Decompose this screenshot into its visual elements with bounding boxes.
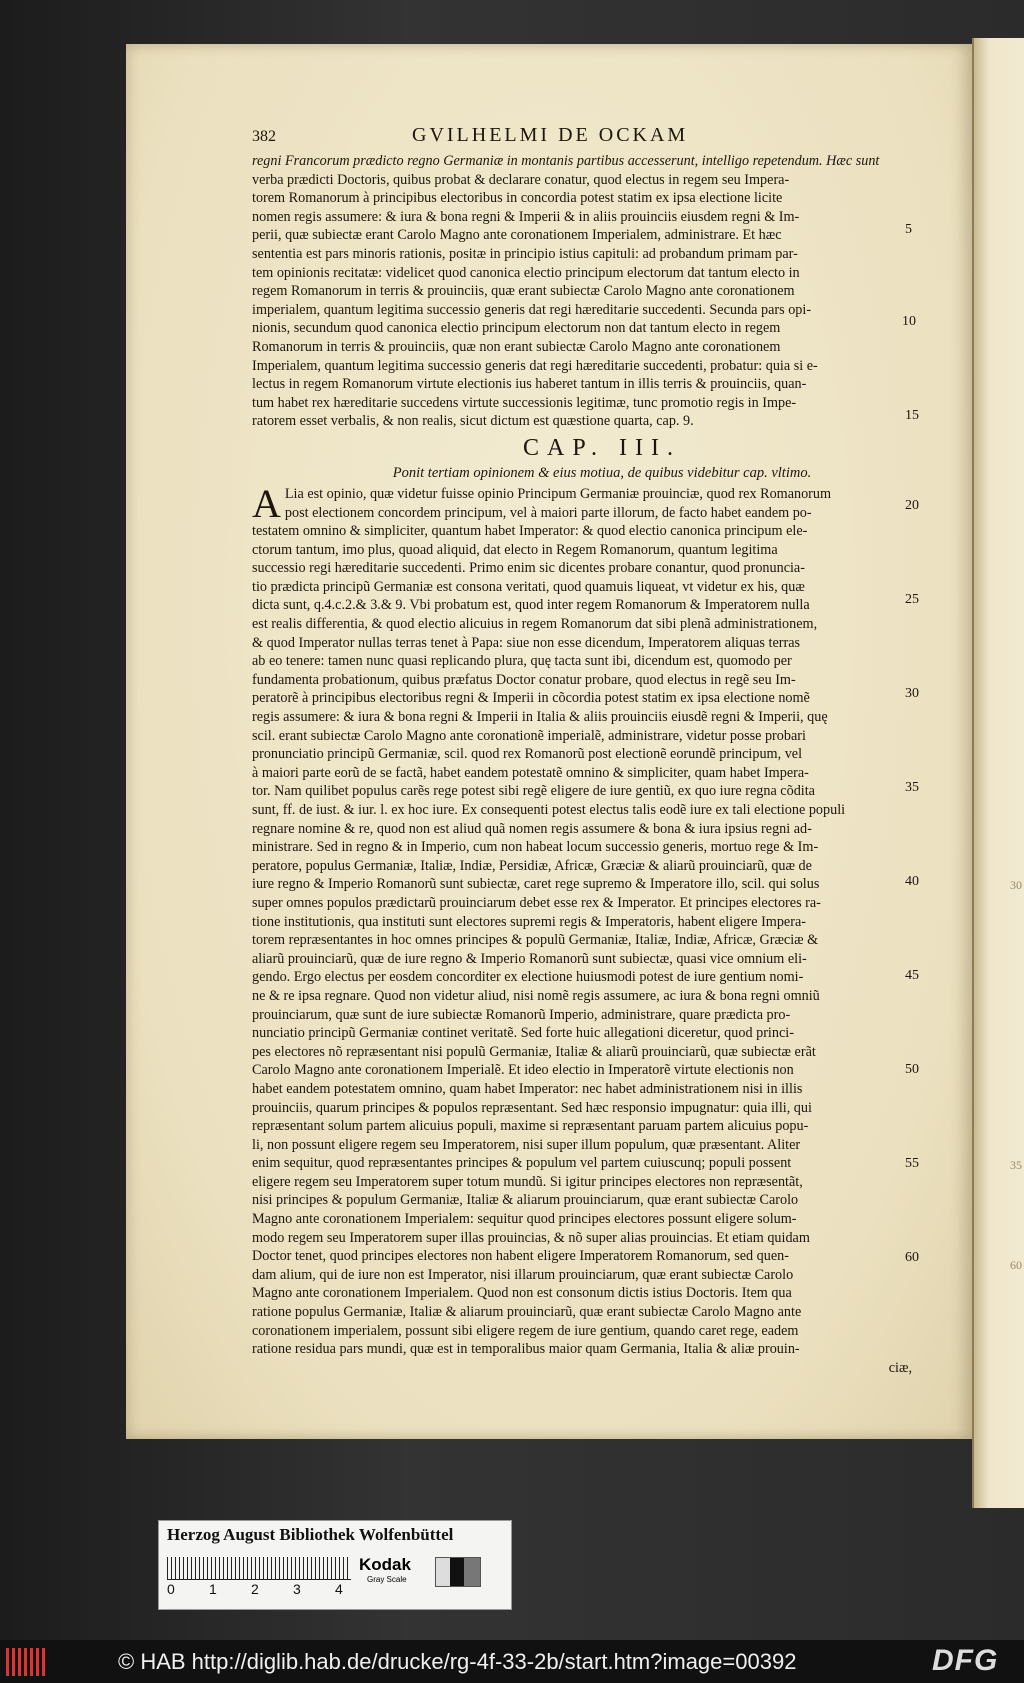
- facing-page-edge: [972, 38, 1024, 1508]
- text-line: & quod Imperator nullas terras tenet à Papa: siue non esse dicendum, Imperatorem aliquas terras: [252, 634, 801, 651]
- ruler-scale: [167, 1557, 351, 1580]
- text-line: Lia est opinio, quæ videtur fuisse opinio Principum Germaniæ prouinciæ, quod rex Romanorum: [284, 485, 832, 502]
- text-line: Romanorum in terris & prouinciis, quæ non erant subiectæ Carolo Magno ante coronationem: [252, 338, 781, 355]
- text-line: regnare nomine & re, quod non est aliud quã nomen regis assumere & bona & iura ipsius regni ad-: [252, 820, 812, 837]
- text-line: ratione residua pars mundi, quæ est in temporalibus maior quam Germania, Italia & aliæ prouin-: [252, 1341, 800, 1358]
- edge-number: 35: [1010, 1158, 1022, 1172]
- text-line: lectus in regem Romanorum virtute electionis ius haberet tantum in illis terris & prouinciis, quan-: [252, 376, 807, 393]
- margin-number: 5: [905, 222, 912, 237]
- text-line: modo regem seu Imperatorem super illas prouincias, & nõ super alias prouincias. Et etiam quidam: [252, 1229, 810, 1246]
- catchword: ciæ,: [888, 1359, 912, 1376]
- text-line: torem Romanorum à principibus electoribus in concordia potest statim ex ipsa electione licite: [252, 190, 783, 207]
- text-line: post electionem concordem principum, vel à maiori parte illorum, de facto habet eandem po-: [284, 504, 812, 521]
- text-line: ratione populus Germaniæ, Italiæ & aliarum prouinciarũ, quæ erant subiectæ Carolo Magno ante: [252, 1304, 802, 1321]
- text-line: prouinciis, quarum principes & populos repræsentant. Sed hæc responsio impugnatur: quia illi, qui: [252, 1099, 812, 1116]
- edge-number: 30: [1010, 878, 1022, 892]
- footer-bar: [0, 1640, 1024, 1683]
- text-line: iure regno & Imperio Romanorũ sunt subiectæ, caret rege supremo & Imperatore illo, scil. qui solus: [252, 876, 820, 893]
- text-line: à maiori parte eorũ de se factã, habet eandem potestatẽ omnino & simpliciter, quam habet Impera-: [252, 764, 809, 781]
- text-line: torem repræsentantes in hoc omnes principes & populũ Germaniæ, Italiæ, Indiæ, Africæ, Græciæ &: [252, 932, 819, 949]
- text-line: tio prædicta principũ Germaniæ est consona veritati, quod quamuis liqueat, vt videtur ex his, quæ: [252, 578, 805, 595]
- margin-number: 60: [905, 1250, 919, 1265]
- text-line: successio regi hæreditarie succedenti. Primo enim sic dicentes probare conantur, quod pronuncia-: [252, 560, 805, 577]
- text-line: nomen regis assumere: & iura & bona regni & Imperii & in aliis prouinciis eiusdem regni & Im-: [252, 208, 800, 225]
- margin-number: 25: [905, 592, 919, 607]
- text-line: regem Romanorum in terris & prouinciis, quæ erant subiectæ Carolo Magno ante coronationem: [252, 283, 795, 300]
- margin-number: 40: [905, 874, 919, 889]
- ruler-number: 1: [209, 1581, 217, 1597]
- text-line: repræsentant solum partem alicuius populi, maxime si repræsentant paruam partem alicuius popu-: [252, 1118, 809, 1135]
- library-label-card: [158, 1520, 512, 1610]
- page-number: 382: [252, 128, 276, 145]
- kodak-gray-scale: [359, 1555, 499, 1585]
- text-line: perii, quæ subiectæ erant Carolo Magno ante coronationem Imperialem, administrare. Et hæc: [252, 227, 782, 244]
- initial-block: [252, 480, 912, 526]
- text-line: nionis, secundum quod canonica electio principum electorum non dat tantum electo in regem: [252, 320, 781, 337]
- text-line: pronunciatio principũ Germaniæ, scil. quod rex Romanorũ post electionẽ eorundẽ principum, vel: [252, 746, 803, 763]
- text-line: dicta sunt, q.4.c.2.& 3.& 9. Vbi probatum est, quod inter regem Romanorum & Imperatorem nulla: [252, 597, 810, 614]
- text-line: ctorum tantum, imo plus, quoad aliquid, dat electo in Regem Romanorum, quantum legitima: [252, 541, 778, 558]
- margin-number: 55: [905, 1156, 919, 1171]
- text-line: super omnes populos prædictarũ prouinciarum debet esse rex & Imperator. Et principes electores ra-: [252, 894, 821, 911]
- text-line: verba prædicti Doctoris, quibus probat & declarare conatur, quod electus in regem seu Impera-: [252, 171, 790, 188]
- dfg-logo: DFG: [932, 1644, 999, 1677]
- text-line: nunciatio principũ Germaniæ continet veritatẽ. Sed forte huic allegationi diceretur, quod princi-: [252, 1025, 794, 1042]
- text-line: habet eandem potestatem omnino, quam habet Imperator: nec habet administrationem nisi in illis: [252, 1080, 803, 1097]
- text-line: peratore, populus Germaniæ, Italiæ, Indiæ, Persidiæ, Africæ, Græciæ & aliarũ prouinciarũ, quæ de: [252, 857, 812, 874]
- text-line: imperialem, quantum legitima successio generis dat regi hæreditarie succedenti. Secunda pars opi-: [252, 301, 812, 318]
- page-text: [252, 124, 912, 1377]
- chapter-subtitle: Ponit tertiam opinionem & eius motiua, de quibus videbitur cap. vltimo.: [392, 464, 812, 481]
- text-line: Magno ante coronationem Imperialem: sequitur quod principes electores possunt eligere solum-: [252, 1211, 797, 1228]
- ruler-number: 3: [293, 1581, 301, 1597]
- text-line: gendo. Ergo electus per eosdem concorditer ex electione huiusmodi potest de iure gentium nomi-: [252, 969, 804, 986]
- text-line: fundamenta probationum, quibus præfatus Doctor conatur probare, quod electus in regẽ seu Im-: [252, 671, 796, 688]
- text-line: scil. erant subiectæ Carolo Magno ante coronationẽ imperialẽ, administrare, videtur posse probari: [252, 727, 806, 744]
- text-line: tum habet rex hæreditarie succedens virtute successionis legitimæ, tunc promotio regis in Impe-: [252, 394, 797, 411]
- margin-number: 10: [902, 314, 916, 329]
- kodak-subtitle: Gray Scale: [367, 1575, 407, 1584]
- kodak-brand: Kodak: [359, 1555, 411, 1574]
- text-line: enim sequitur, quod repræsentantes principes & populum vel partem cuiuscunq; populi possent: [252, 1155, 792, 1172]
- margin-number: 30: [905, 686, 919, 701]
- text-line: ne & re ipsa regnare. Quod non videtur aliud, nisi nomẽ regis assumere, ac iura & bona regni omniũ: [252, 987, 820, 1004]
- running-head: [252, 124, 912, 150]
- library-name: Herzog August Bibliothek Wolfenbüttel: [167, 1525, 454, 1544]
- text-line: Doctor tenet, quod principes electores non habent eligere Imperatorem Romanorum, sed quen-: [252, 1248, 789, 1265]
- text-line: pes electores nõ repræsentant nisi populũ Germaniæ, Italiæ & aliarũ prouinciarũ, quæ subiectæ erãt: [252, 1043, 816, 1060]
- text-line: regni Francorum prædicto regno Germaniæ in montanis partibus accesserunt, intelligo repetendum. Hæc sunt: [252, 153, 880, 169]
- text-line: prouinciarum, quæ sunt de iure subiectæ Romanorũ Imperio, administrare, quare prædicta pro-: [252, 1006, 791, 1023]
- text-line: tione institutionis, qua instituti sunt electores supremi regis & Imperatoris, habent eligere Impera-: [252, 913, 806, 930]
- text-line: est realis differentia, & quod electio alicuius in regem Romanorum dat sibi plenã administrationem,: [252, 616, 818, 633]
- margin-number: 20: [905, 498, 919, 513]
- ruler-number: 0: [167, 1581, 175, 1597]
- text-line: peratorẽ à principibus electoribus regni & Imperii in cõcordia potest statim ex ipsa electione nomẽ: [252, 690, 810, 707]
- text-line: eligere regem seu Imperatorem super totum mundũ. Si igitur principes electores non repræsentãt,: [252, 1173, 803, 1190]
- text-line: coronationem imperialem, possunt sibi eligere regem de iure gentium, quando caret rege, eadem: [252, 1322, 799, 1339]
- text-line: li, non possunt eligere regem seu Imperatorem, nisi super illum populum, quæ præsentant. Aliter: [252, 1136, 801, 1153]
- top-paragraph: [252, 152, 912, 431]
- text-line: testatem omnino & simpliciter, quantum habet Imperator: & quod electio canonica principum ele-: [252, 523, 808, 540]
- text-line: ratorem esset verbalis, & non realis, sicut dictum est quæstione quarta, cap. 9.: [252, 413, 694, 430]
- chapter-heading: CAP. III.: [522, 434, 681, 461]
- text-line: aliarũ prouinciarũ, quæ de iure regno & Imperio Romanorũ sunt subiectæ, quasi vice omnium eli-: [252, 950, 807, 967]
- margin-number: 50: [905, 1062, 919, 1077]
- ruler-number: 2: [251, 1581, 259, 1597]
- gray-swatch-icon: [435, 1557, 481, 1587]
- text-line: nisi principes & populum Germaniæ, Italiæ & aliarum prouinciarum, quæ erant subiectæ Carolo: [252, 1192, 799, 1209]
- text-line: ministrare. Sed in regno & in Imperio, cum non habeat locum successio generis, mortuo rege & Im-: [252, 839, 819, 856]
- running-title: GVILHELMI DE OCKAM: [412, 124, 689, 146]
- text-line: Imperialem, quantum legitima successio generis dat regi hæreditarie succedenti, probatur: quia si e-: [252, 357, 818, 374]
- ruler-number: 4: [335, 1581, 343, 1597]
- body-paragraph: [252, 480, 912, 1359]
- hab-logo-icon: [6, 1648, 48, 1676]
- text-line: sunt, ff. de iust. & iur. l. ex hoc iure. Ex consequenti potest electus talis eodẽ iure ex tali electione populi: [252, 802, 846, 818]
- text-line: regis assumere: & iura & bona regni & Imperii in Italia & aliis prouinciis eiusdẽ regni & Imperii, quę: [252, 709, 828, 726]
- text-line: Magno ante coronationem Imperialem. Quod non est consonum dictis istius Doctoris. Item qua: [252, 1285, 792, 1302]
- text-line: tem opinionis recitatæ: videlicet quod canonica electio principum electorum dat tantum electo in: [252, 264, 800, 281]
- ruler-numbers: [163, 1581, 363, 1601]
- text-line: ab eo tenere: tamen nunc quasi replicando plura, quę tacta sunt ibi, dicendum est, quomodo per: [252, 653, 792, 670]
- footer-source-link[interactable]: © HAB http://diglib.hab.de/drucke/rg-4f-33-2b/start.htm?image=00392: [118, 1649, 797, 1674]
- edge-number: 60: [1010, 1258, 1022, 1272]
- text-line: tor. Nam quilibet populus carẽs rege potest sibi regẽ eligere de iure gentiũ, ex quo iure regna cõdita: [252, 783, 815, 800]
- text-line: sententia est pars minoris rationis, positæ in principio istius capituli: ad probandum primam par-: [252, 245, 798, 262]
- margin-number: 35: [905, 780, 919, 795]
- margin-number: 45: [905, 968, 919, 983]
- text-line: dam alium, qui de iure non est Imperator, nisi illarum prouinciarum, quæ erant subiectæ Carolo: [252, 1266, 794, 1283]
- text-line: Carolo Magno ante coronationem Imperialẽ. Et ideo electio in Imperatorẽ virtute electionis non: [252, 1062, 794, 1079]
- drop-cap: A: [252, 480, 281, 526]
- margin-number: 15: [905, 408, 919, 423]
